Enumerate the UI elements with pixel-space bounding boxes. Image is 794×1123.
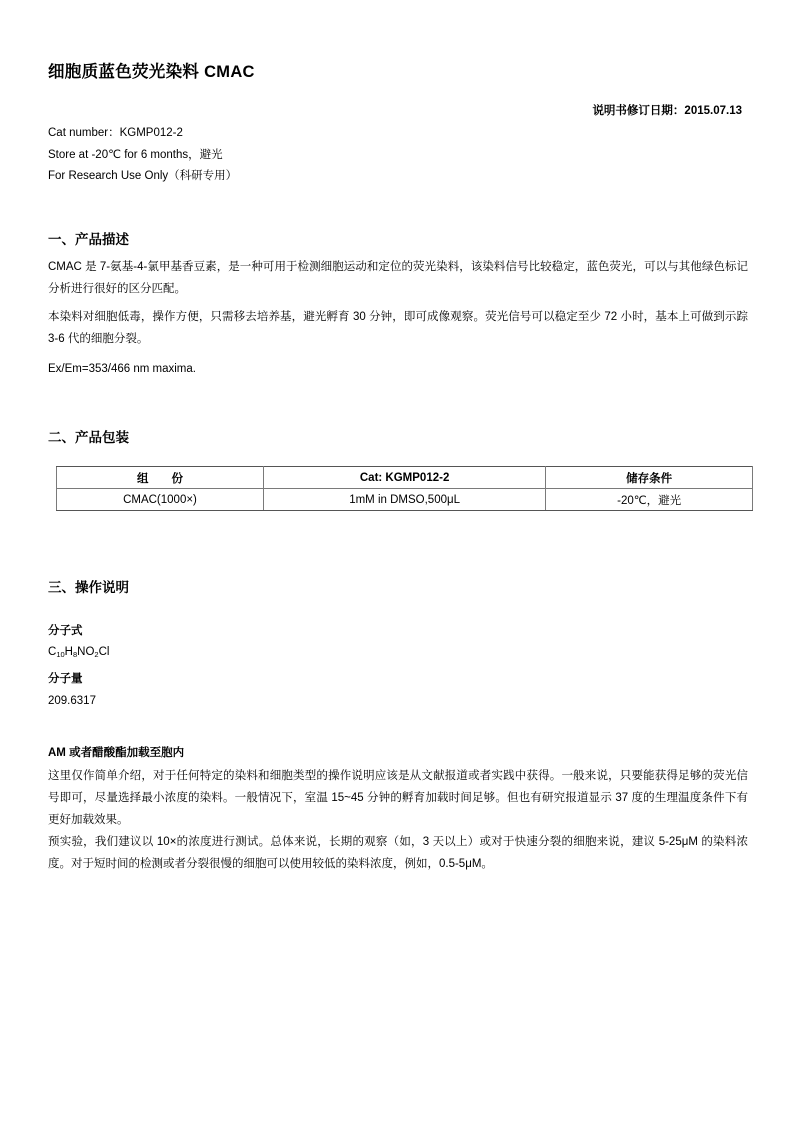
molecular-formula — [48, 646, 109, 659]
formula-subscript: 10 — [56, 650, 65, 659]
formula-label: 分子式 — [48, 625, 83, 637]
document-title: 细胞质蓝色荧光染料 CMAC — [48, 63, 255, 81]
formula-subscript: 2 — [94, 650, 99, 659]
revision-date: 说明书修订日期：2015.07.13 — [592, 105, 742, 117]
formula-part: H — [64, 646, 73, 658]
formula-part: C — [48, 646, 57, 658]
packaging-table — [56, 466, 753, 511]
am-loading-heading: AM 或者醋酸酯加载至胞内 — [48, 747, 185, 759]
section-heading-instructions: 三、操作说明 — [48, 580, 129, 595]
excitation-emission: Ex/Em=353/466 nm maxima. — [48, 363, 196, 375]
section-heading-packaging: 二、产品包装 — [48, 430, 129, 445]
cat-number: Cat number：KGMP012-2 — [48, 127, 183, 139]
description-paragraph-2: 本染料对细胞低毒，操作方便，只需移去培养基，避光孵育 30 分钟，即可成像观察。荧光信号可以稳定至少 72 小时，基本上可做到示踪 3-6 代的细胞分裂。 — [48, 311, 748, 345]
table-row — [57, 489, 753, 511]
description-paragraph-1: CMAC 是 7-氨基-4-氯甲基香豆素，是一种可用于检测细胞运动和定位的荧光染料，该染料信号比较稳定，蓝色荧光，可以与其他绿色标记分析进行很好的区分匹配。 — [48, 261, 748, 295]
formula-part: Cl — [98, 646, 110, 658]
am-loading-paragraph-1: 这里仅作简单介绍，对于任何特定的染料和细胞类型的操作说明应该是从文献报道或者实践中获得。一般来说，只要能获得足够的荧光信号即可，尽量选择最小浓度的染料。一般情况下，室温 15~45 分钟的孵育加载时间足够。但也有研究报道显示 37 度的生理温度条件下有更好加载效果。 — [48, 770, 748, 826]
formula-part: NO — [77, 646, 95, 658]
table-header-cell: 储存条件 — [546, 467, 753, 489]
storage-info: Store at -20℃ for 6 months，避光 — [48, 149, 223, 161]
table-header-cell: Cat: KGMP012-2 — [263, 467, 545, 489]
table-header-row — [57, 467, 753, 489]
table-cell: -20℃，避光 — [546, 489, 753, 511]
molecular-weight: 209.6317 — [48, 695, 96, 707]
am-loading-paragraph-2: 预实验，我们建议以 10×的浓度进行测试。总体来说，长期的观察（如，3 天以上）或对于快速分裂的细胞来说，建议 5-25μM 的染料浓度。对于短时间的检测或者分裂很慢的细胞可以使用较低的染料浓度，例如，0.5-5μM。 — [48, 836, 748, 870]
section-heading-description: 一、产品描述 — [48, 232, 129, 247]
usage-note: For Research Use Only（科研专用） — [48, 170, 238, 182]
formula-subscript: 8 — [72, 650, 78, 659]
table-header-cell: 组 份 — [57, 467, 264, 489]
table-cell: 1mM in DMSO,500μL — [263, 489, 545, 511]
molecular-weight-label: 分子量 — [48, 673, 83, 685]
table-cell: CMAC(1000×) — [57, 489, 264, 511]
